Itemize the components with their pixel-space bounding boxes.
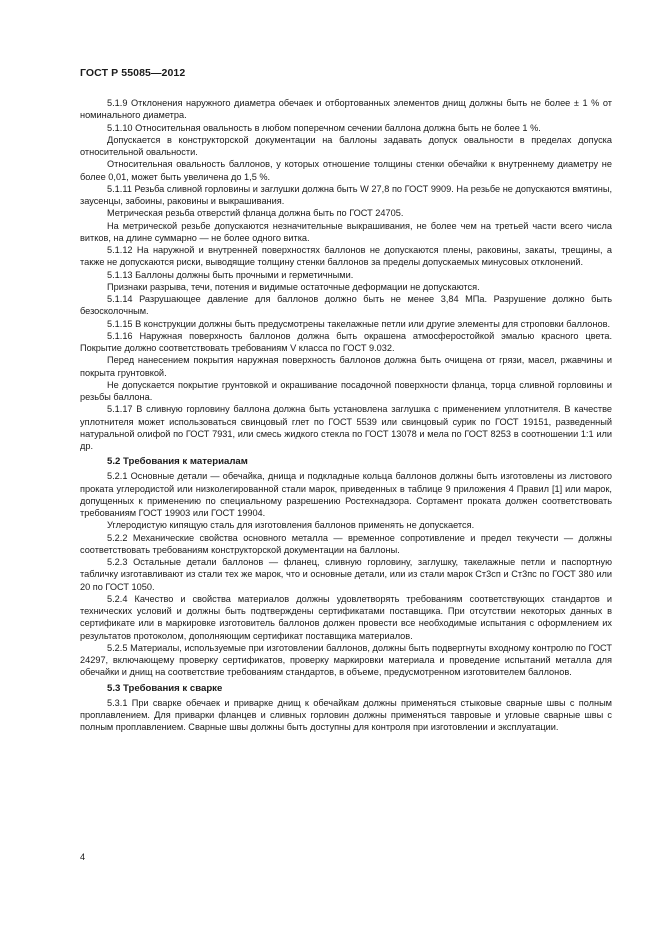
document-body [80,97,612,733]
clause-5-2-5: 5.2.5 Материалы, используемые при изготовлении баллонов, должны быть подвергнуты входному контролю по ГОСТ 24297, включающему проверку сертификатов, проверку маркировки материала и проведение испытаний металла для обечайки и днищ на соответствие требованиям стандартов, в объеме, предусмотренном изготовителем баллонов. [80,642,612,678]
clause-5-2-3: 5.2.3 Остальные детали баллонов — фланец, сливную горловину, заглушку, такелажные петли и паспортную табличку изготавливают из стали тех же марок, что и основные детали, или из стали марок Ст3сп и Ст3пс по ГОСТ 380 или 20 по ГОСТ 1050. [80,557,612,592]
clause-5-1-15: 5.1.15 В конструкции должны быть предусмотрены такелажные петли или другие элементы для строповки баллонов. [107,318,611,329]
standard-header: ГОСТ Р 55085—2012 [80,67,186,79]
clause-5-1-16: 5.1.16 Наружная поверхность баллонов должна быть окрашена атмосферостойкой эмалью красного цвета. Покрытие должно соответствовать требованиям V класса по ГОСТ 9.032. [80,330,612,353]
paragraph: Признаки разрыва, течи, потения и видимые остаточные деформации не допускаются. [107,281,480,292]
paragraph: На метрической резьбе допускаются незначительные выкрашивания, не более чем на третьей части всего числа витков, на длине суммарно — не более одного витка. [80,220,612,243]
section-heading-materials: 5.2 Требования к материалам [107,456,248,468]
clause-5-1-14: 5.1.14 Разрушающее давление для баллонов должно быть не менее 3,84 МПа. Разрушение должно быть безосколочным. [80,294,612,317]
paragraph: Углеродистую кипящую сталь для изготовления баллонов применять не допускается. [107,520,475,531]
clause-5-2-1: 5.2.1 Основные детали — обечайка, днища и подкладные кольца баллонов должны быть изготовлены из листового проката углеродистой или низколегированной стали марок, приведенных в таблице 9 приложения 4 Правил [1] или марок, допущенных к применению по специальному разрешению Ростехнадзора. Сортамент проката должен соответствовать требованиям ГОСТ 19903 или ГОСТ 19904. [80,471,612,518]
section-heading-welding: 5.3 Требования к сварке [107,682,223,694]
paragraph: Относительная овальность баллонов, у которых отношение толщины стенки обечайки к внутреннему диаметру не более 0,01, может быть увеличена до 1,5 %. [80,159,612,182]
clause-5-1-12: 5.1.12 На наружной и внутренней поверхностях баллонов не допускаются плены, раковины, закаты, трещины, а также не допускаются риски, выводящие толщину стенки баллонов за пределы допускаемых минусовых отклонений. [80,245,612,268]
clause-5-1-13: 5.1.13 Баллоны должны быть прочными и герметичными. [107,269,354,280]
clause-5-2-4: 5.2.4 Качество и свойства материалов должны удовлетворять требованиям соответствующих стандартов и технических условий и должны быть подтверждены сертификатами поставщика. При отсутствии некоторых данных в сертификате или в маркировке изготовитель баллонов должен провести все необходимые испытания с оформлением их результатов протоколом, дополняющим сертификат поставщика материалов. [80,593,612,641]
paragraph: Метрическая резьба отверстий фланца должна быть по ГОСТ 24705. [107,208,404,219]
clause-5-1-11: 5.1.11 Резьба сливной горловины и заглушки должна быть W 27,8 по ГОСТ 9909. На резьбе не допускаются вмятины, заусенцы, забоины, раковины и выкрашивания. [80,183,612,206]
clause-5-3-1: 5.3.1 При сварке обечаек и приварке днищ к обечайкам должны применяться стыковые сварные швы с полным проплавлением. Для приварки фланцев и сливных горловин должны применяться тавровые и угловые сварные швы с полным проплавлением. Сварные швы должны быть доступны для контроля при изготовлении и эксплуатации. [80,697,612,732]
paragraph: Допускается в конструкторской документации на баллоны задавать допуск овальности в пределах допуска относительной овальности. [80,134,612,157]
clause-5-1-9: 5.1.9 Отклонения наружного диаметра обечаек и отбортованных элементов днищ должны быть не более ± 1 % от номинального диаметра. [80,98,612,121]
paragraph: Не допускается покрытие грунтовкой и окрашивание посадочной поверхности фланца, торца сливной горловины и резьбы баллона. [80,379,612,402]
clause-5-1-10: 5.1.10 Относительная овальность в любом поперечном сечении баллона должна быть не более 1 %. [107,122,541,133]
page-number: 4 [80,852,86,862]
clause-5-2-2: 5.2.2 Механические свойства основного металла — временное сопротивление и предел текучести — должны соответствовать требованиям конструкторской документации на баллоны. [80,532,612,555]
paragraph: Перед нанесением покрытия наружная поверхность баллонов должна быть очищена от грязи, масел, ржавчины и покрыта грунтовкой. [80,355,612,378]
clause-5-1-17: 5.1.17 В сливную горловину баллона должна быть установлена заглушка с применением уплотнителя. В качестве уплотнителя может использоваться свинцовый глет по ГОСТ 5539 или свинцовый сурик по ГОСТ 19151, разведенный натуральной олифой по ГОСТ 7931, или смесь жидкого стекла по ГОСТ 13078 и мела по ГОСТ 8253 в соотношении 1:1 или др. [80,404,612,451]
